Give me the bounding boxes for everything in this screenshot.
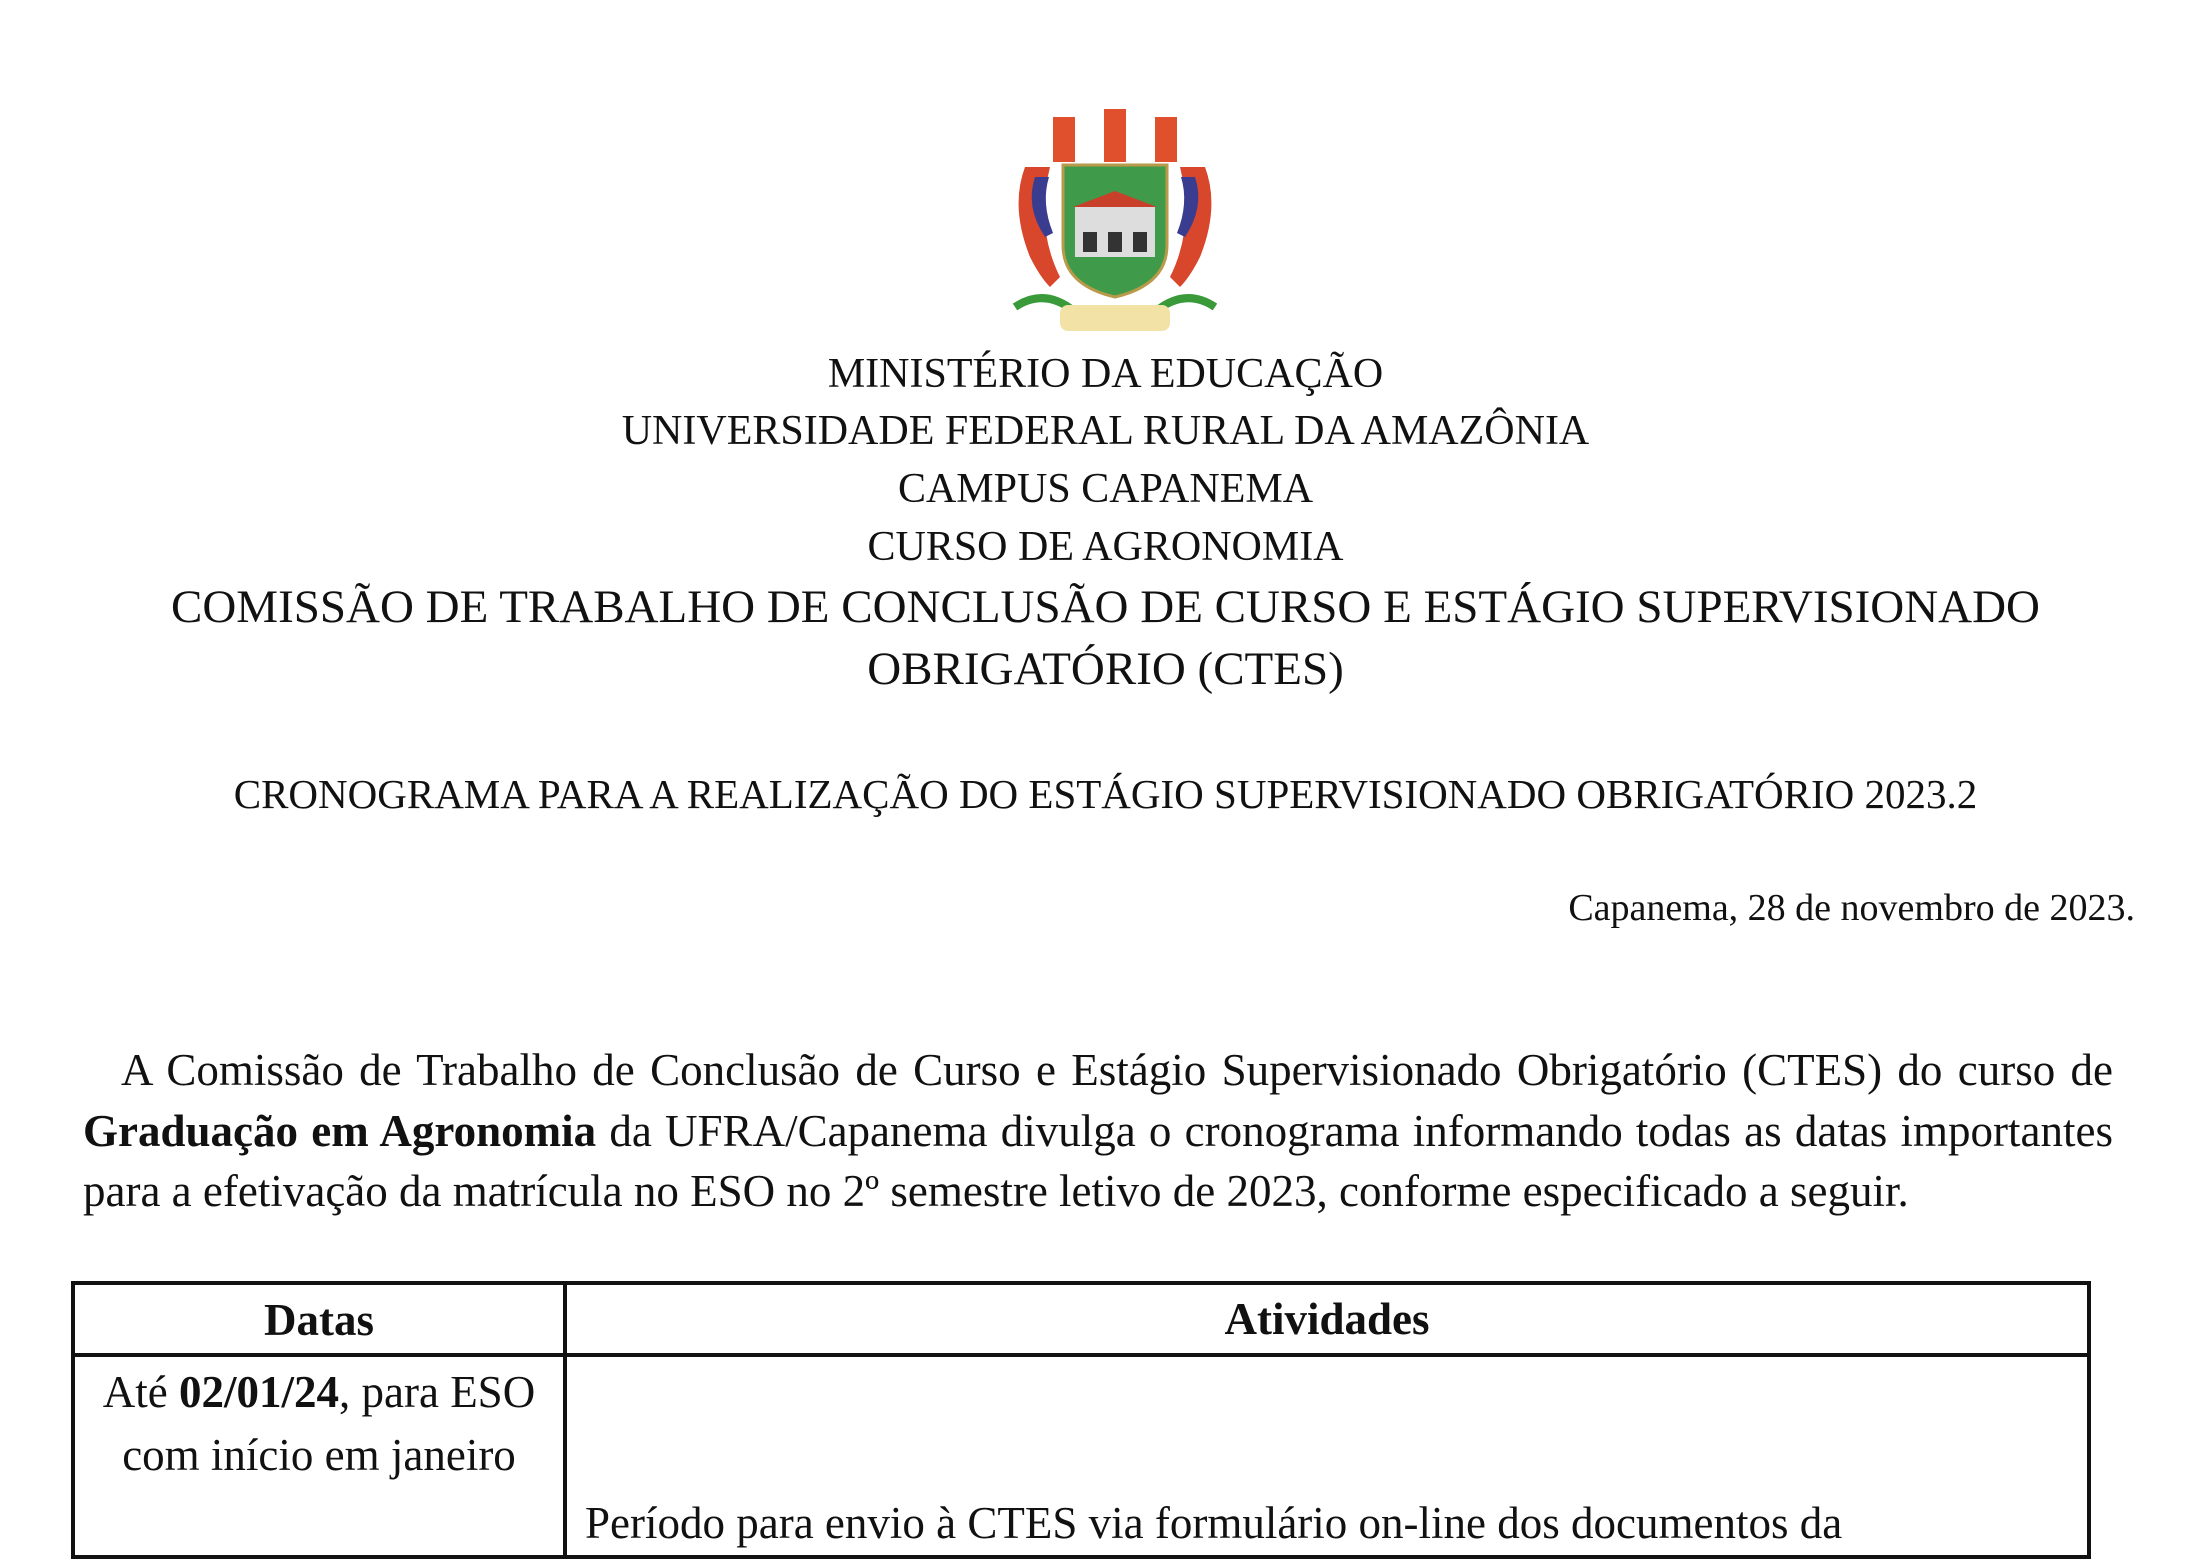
intro-text-end: da UFRA/Capanema divulga o cronograma informando todas as datas importantes para a efetivação da matrícula no ESO no 2º semestre letivo de 2023, conforme especificado a seguir. [83, 1105, 2113, 1216]
table-header-row [73, 1283, 2089, 1355]
header-line-commission: COMISSÃO DE TRABALHO DE CONCLUSÃO DE CURSO E ESTÁGIO SUPERVISIONADO [171, 581, 2040, 633]
header-line-ministry: MINISTÉRIO DA EDUCAÇÃO [827, 351, 1384, 397]
header-line-course: CURSO DE AGRONOMIA [867, 524, 1344, 570]
activity-text: Período para envio à CTES via formulário on-line dos documentos da [585, 1498, 1843, 1548]
header-line-campus: CAMPUS CAPANEMA [897, 466, 1314, 512]
document-date: Capanema, 28 de novembro de 2023. [1568, 887, 2135, 929]
column-header-activities: Atividades [565, 1283, 2089, 1355]
table-row [73, 1355, 2089, 1557]
date-value: 02/01/24 [179, 1367, 340, 1417]
header-line-university: UNIVERSIDADE FEDERAL RURAL DA AMAZÔNIA [621, 408, 1590, 454]
date-suffix: , para ESO com início em janeiro [122, 1367, 536, 1480]
document-title: CRONOGRAMA PARA A REALIZAÇÃO DO ESTÁGIO SUPERVISIONADO OBRIGATÓRIO 2023.2 [233, 771, 1978, 817]
date-cell [73, 1355, 565, 1557]
column-header-dates: Datas [73, 1283, 565, 1355]
date-prefix: Até [102, 1367, 179, 1417]
header-line-commission-cont: OBRIGATÓRIO (CTES) [867, 643, 1344, 695]
schedule-table [71, 1281, 2091, 1559]
intro-paragraph [83, 1040, 2113, 1222]
university-coat-of-arms-logo [1005, 107, 1225, 335]
intro-course-name: Graduação em Agronomia [83, 1105, 597, 1156]
activity-cell [565, 1355, 2089, 1557]
intro-text: A Comissão de Trabalho de Conclusão de Curso e Estágio Supervisionado Obrigatório (CTES) do curso de [121, 1045, 2113, 1095]
